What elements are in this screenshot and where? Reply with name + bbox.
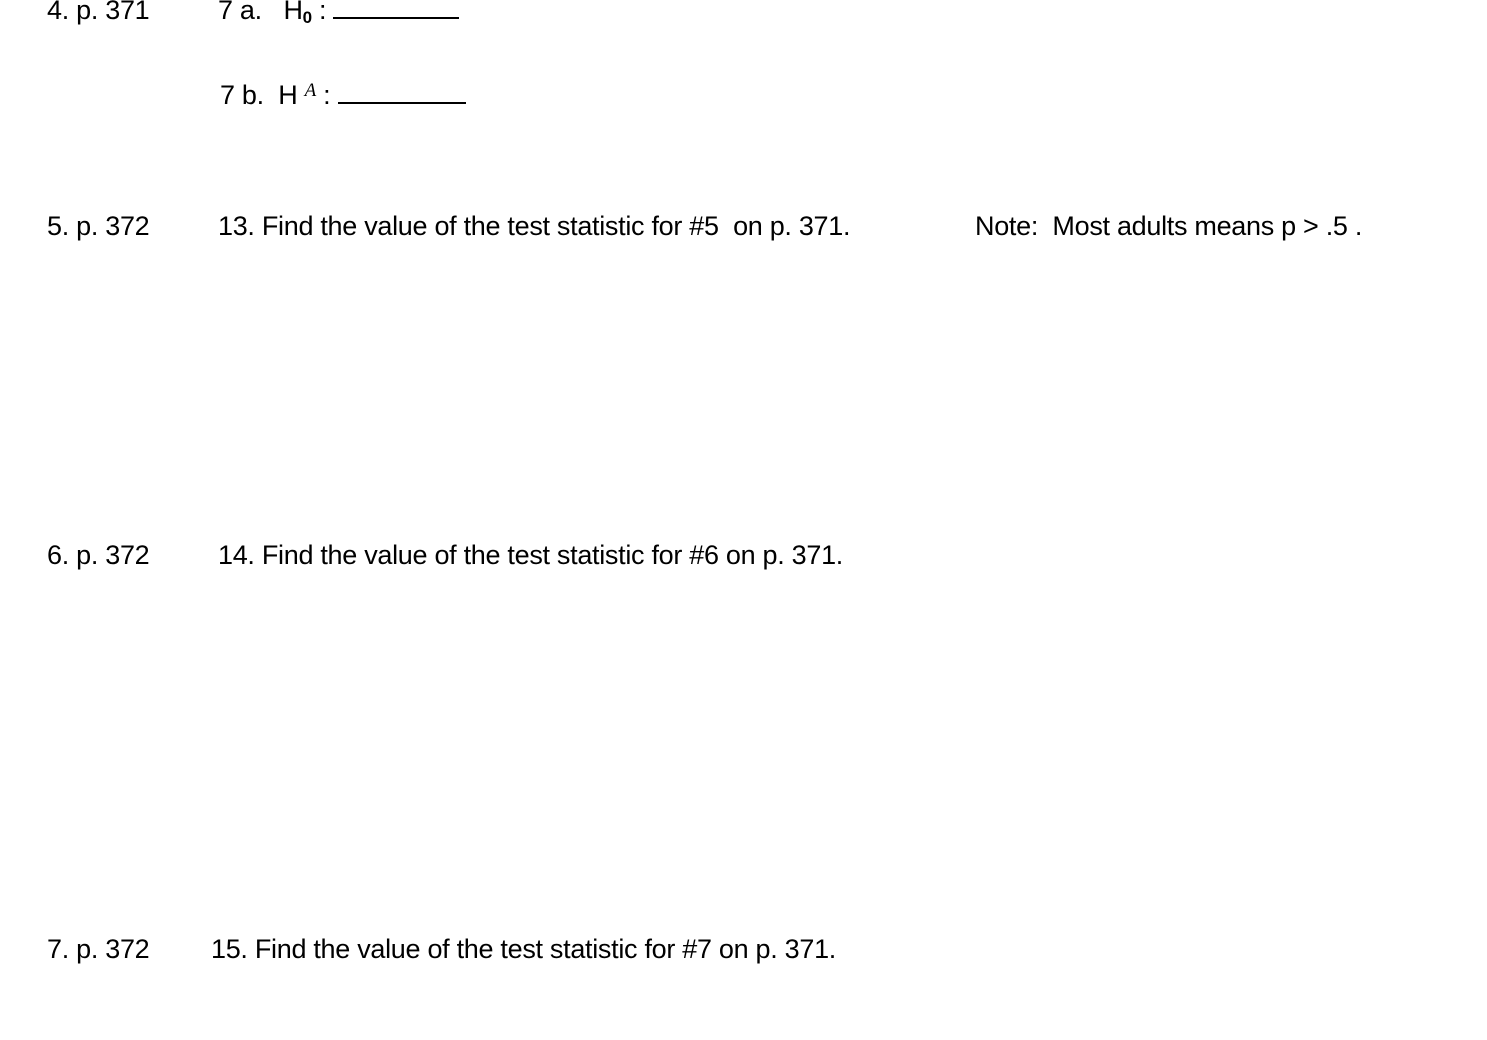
question-15: 15. Find the value of the test statistic for #7 on p. 371. <box>211 934 836 964</box>
question-13: 13. Find the value of the test statistic for #5 on p. 371. <box>218 211 851 241</box>
h-symbol: H <box>278 80 298 110</box>
question-14: 14. Find the value of the test statistic for #6 on p. 371. <box>218 540 843 570</box>
answer-blank-ha[interactable] <box>338 80 466 104</box>
colon: : <box>319 0 327 25</box>
hypothesis-null-line <box>218 0 459 30</box>
answer-blank-h0[interactable] <box>333 0 459 19</box>
subscript-zero: 0 <box>302 8 312 27</box>
ref-7: 7. p. 372 <box>47 934 150 964</box>
ref-4: 4. p. 371 <box>47 0 150 25</box>
item-7a-label: 7 a. <box>218 0 262 25</box>
superscript-a: A <box>304 80 316 101</box>
item-7b-label: 7 b. <box>220 80 264 110</box>
note-most-adults: Note: Most adults means p > .5 . <box>975 211 1363 241</box>
h-symbol: H <box>283 0 303 25</box>
ref-5: 5. p. 372 <box>47 211 150 241</box>
ref-6: 6. p. 372 <box>47 540 150 570</box>
hypothesis-alt-line <box>220 79 466 115</box>
colon: : <box>323 80 331 110</box>
